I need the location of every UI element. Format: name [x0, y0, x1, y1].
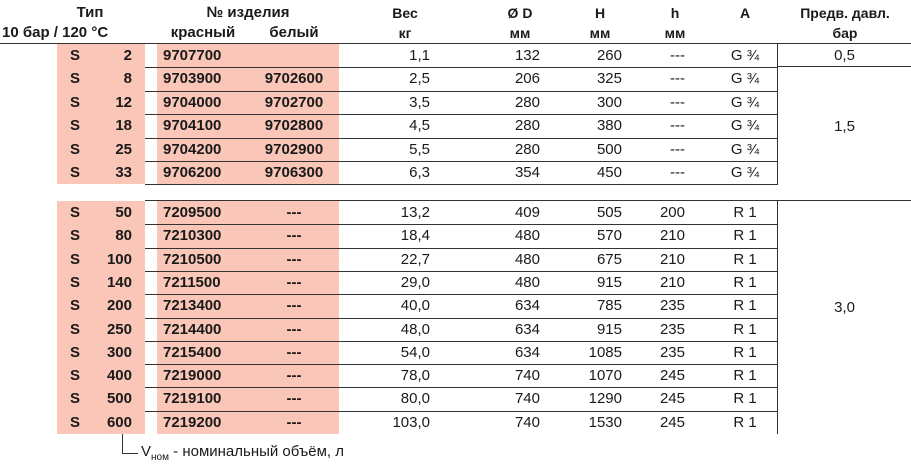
article-red: 7219200 [163, 413, 222, 431]
h-value: --- [670, 140, 685, 158]
article-white: 9706300 [264, 164, 324, 181]
article-red: 7219100 [163, 390, 222, 408]
table-row [0, 44, 911, 67]
article-white: --- [286, 367, 302, 385]
article-red: 9706200 [163, 164, 222, 181]
table-row [0, 318, 911, 341]
type-letter: S [70, 47, 81, 64]
pressure-value-group1-rest: 1,5 [834, 118, 855, 135]
article-white: --- [286, 297, 302, 315]
weight-value: 4,5 [409, 117, 430, 135]
footnote-bracket-horizontal [122, 453, 138, 454]
volume: 100 [106, 250, 132, 268]
footnote-v-symbol: V [141, 443, 152, 460]
volume: 500 [106, 390, 132, 408]
weight-value: 54,0 [400, 343, 430, 361]
diameter-value: 409 [514, 204, 540, 221]
article-red: 7215400 [163, 343, 222, 361]
h-value: 210 [659, 250, 685, 268]
a-value: G ¾ [730, 70, 760, 88]
table-row [0, 387, 911, 410]
volume: 33 [115, 164, 132, 181]
table-row [0, 201, 911, 224]
article-red: 7210300 [163, 227, 222, 245]
weight-value: 6,3 [409, 164, 430, 181]
table-row [0, 114, 911, 137]
type-letter: S [70, 204, 81, 221]
height-unit: мм [589, 25, 611, 41]
type-letter: S [70, 273, 81, 291]
type-letter: S [70, 140, 81, 158]
article-red: 7209500 [163, 204, 222, 221]
weight-value: 78,0 [400, 367, 430, 385]
type-letter: S [70, 343, 81, 361]
height-header: H [594, 5, 606, 21]
volume: 80 [115, 227, 132, 245]
h-header: h [670, 5, 680, 21]
h-value: 235 [659, 343, 685, 361]
h-value: 245 [659, 390, 685, 408]
pressure-value-group2: 3,0 [834, 299, 855, 316]
a-value: G ¾ [730, 164, 760, 181]
table-row [0, 294, 911, 317]
article-white: --- [286, 343, 302, 361]
h-value: --- [670, 93, 685, 111]
weight-value: 3,5 [409, 93, 430, 111]
a-value: R 1 [733, 273, 757, 291]
height-value: 380 [596, 117, 622, 135]
weight-value: 1,1 [409, 47, 430, 64]
h-value: 210 [659, 273, 685, 291]
table-row [0, 248, 911, 271]
weight-value: 13,2 [400, 204, 430, 221]
article-white: 9702900 [264, 140, 324, 158]
height-value: 260 [596, 47, 622, 64]
table-row [0, 411, 911, 434]
a-header: A [739, 5, 751, 21]
volume: 8 [123, 70, 132, 88]
footnote-text: - номинальный объём, л [168, 443, 344, 460]
type-letter: S [70, 413, 81, 431]
table-row [0, 67, 911, 90]
article-white: --- [286, 390, 302, 408]
article-white: 9702600 [264, 70, 324, 88]
type-letter: S [70, 93, 81, 111]
volume: 300 [106, 343, 132, 361]
height-value: 915 [596, 320, 622, 338]
article-red: 9703900 [163, 70, 222, 88]
table-row [0, 91, 911, 114]
pressure-header: Предв. давл. [800, 5, 890, 21]
height-value: 1530 [588, 413, 622, 431]
weight-value: 2,5 [409, 70, 430, 88]
pressure-value-group1-first: 0,5 [834, 47, 855, 64]
a-value: R 1 [733, 227, 757, 245]
height-value: 500 [596, 140, 622, 158]
diameter-unit: мм [509, 25, 531, 41]
weight-value: 103,0 [392, 413, 430, 431]
article-red: 7214400 [163, 320, 222, 338]
diameter-value: 740 [514, 413, 540, 431]
table-row [0, 161, 911, 184]
volume: 2 [123, 47, 132, 64]
red-header: красный [170, 24, 236, 41]
a-value: G ¾ [730, 47, 760, 64]
h-value: --- [670, 70, 685, 88]
diameter-value: 132 [514, 47, 540, 64]
type-letter: S [70, 117, 81, 135]
weight-value: 29,0 [400, 273, 430, 291]
article-red: 7219000 [163, 367, 222, 385]
article-white: --- [286, 273, 302, 291]
footnote-bracket-vertical [122, 434, 123, 453]
weight-value: 22,7 [400, 250, 430, 268]
h-value: 235 [659, 320, 685, 338]
diameter-value: 480 [514, 250, 540, 268]
article-white: --- [286, 250, 302, 268]
a-value: G ¾ [730, 117, 760, 135]
height-value: 785 [596, 297, 622, 315]
height-value: 1085 [588, 343, 622, 361]
height-value: 675 [596, 250, 622, 268]
article-white: 9702800 [264, 117, 324, 135]
h-value: 200 [659, 204, 685, 221]
type-letter: S [70, 297, 81, 315]
diameter-value: 206 [514, 70, 540, 88]
article-red: 7210500 [163, 250, 222, 268]
type-letter: S [70, 164, 81, 181]
type-header: Тип [76, 4, 104, 21]
weight-value: 18,4 [400, 227, 430, 245]
a-value: R 1 [733, 320, 757, 338]
article-red: 9704200 [163, 140, 222, 158]
table-row [0, 138, 911, 161]
weight-value: 80,0 [400, 390, 430, 408]
diameter-value: 634 [514, 343, 540, 361]
height-value: 570 [596, 227, 622, 245]
diameter-header: Ø D [507, 5, 533, 21]
volume: 600 [106, 413, 132, 431]
height-value: 1290 [588, 390, 622, 408]
h-value: --- [670, 47, 685, 64]
volume: 18 [115, 117, 132, 135]
table-row [0, 224, 911, 247]
height-value: 1070 [588, 367, 622, 385]
type-letter: S [70, 227, 81, 245]
diameter-value: 280 [514, 117, 540, 135]
a-value: R 1 [733, 413, 757, 431]
volume: 200 [106, 297, 132, 315]
h-value: 235 [659, 297, 685, 315]
type-letter: S [70, 250, 81, 268]
group1-bottom-line [145, 184, 777, 185]
weight-value: 5,5 [409, 140, 430, 158]
type-subheader: 10 бар / 120 °C [2, 24, 109, 41]
volume: 50 [115, 204, 132, 221]
type-letter: S [70, 390, 81, 408]
height-value: 325 [596, 70, 622, 88]
table-row [0, 271, 911, 294]
diameter-value: 480 [514, 227, 540, 245]
a-value: R 1 [733, 250, 757, 268]
height-value: 300 [596, 93, 622, 111]
type-letter: S [70, 367, 81, 385]
h-value: --- [670, 117, 685, 135]
white-header: белый [269, 24, 319, 41]
diameter-value: 480 [514, 273, 540, 291]
article-red: 9707700 [163, 47, 222, 64]
weight-unit: кг [398, 25, 412, 41]
height-value: 505 [596, 204, 622, 221]
article-white: --- [286, 227, 302, 245]
diameter-value: 740 [514, 390, 540, 408]
article-white: --- [286, 204, 302, 221]
table-row [0, 341, 911, 364]
diameter-value: 280 [514, 93, 540, 111]
height-value: 450 [596, 164, 622, 181]
article-red: 7213400 [163, 297, 222, 315]
diameter-value: 740 [514, 367, 540, 385]
h-value: 210 [659, 227, 685, 245]
volume: 140 [106, 273, 132, 291]
article-white: --- [286, 320, 302, 338]
a-value: R 1 [733, 390, 757, 408]
article-white: 9702700 [264, 93, 324, 111]
pressure-unit: бар [832, 25, 858, 41]
a-value: G ¾ [730, 93, 760, 111]
weight-value: 48,0 [400, 320, 430, 338]
article-red: 7211500 [163, 273, 221, 291]
diameter-value: 354 [514, 164, 540, 181]
type-letter: S [70, 320, 81, 338]
h-value: --- [670, 164, 685, 181]
h-unit: мм [664, 25, 686, 41]
h-value: 245 [659, 413, 685, 431]
weight-value: 40,0 [400, 297, 430, 315]
a-value: R 1 [733, 343, 757, 361]
diameter-value: 634 [514, 320, 540, 338]
footnote-v-subscript: ном [151, 452, 169, 463]
height-value: 915 [596, 273, 622, 291]
volume: 12 [115, 93, 132, 111]
table-row [0, 364, 911, 387]
article-header: № изделия [206, 4, 290, 21]
article-red: 9704100 [163, 117, 222, 135]
volume: 400 [106, 367, 132, 385]
a-value: G ¾ [730, 140, 760, 158]
a-value: R 1 [733, 297, 757, 315]
a-value: R 1 [733, 367, 757, 385]
h-value: 245 [659, 367, 685, 385]
footnote [141, 443, 344, 467]
volume: 250 [106, 320, 132, 338]
a-value: R 1 [733, 204, 757, 221]
weight-header: Вес [392, 5, 418, 21]
article-white: --- [286, 413, 302, 431]
article-red: 9704000 [163, 93, 222, 111]
volume: 25 [115, 140, 132, 158]
type-letter: S [70, 70, 81, 88]
diameter-value: 634 [514, 297, 540, 315]
diameter-value: 280 [514, 140, 540, 158]
